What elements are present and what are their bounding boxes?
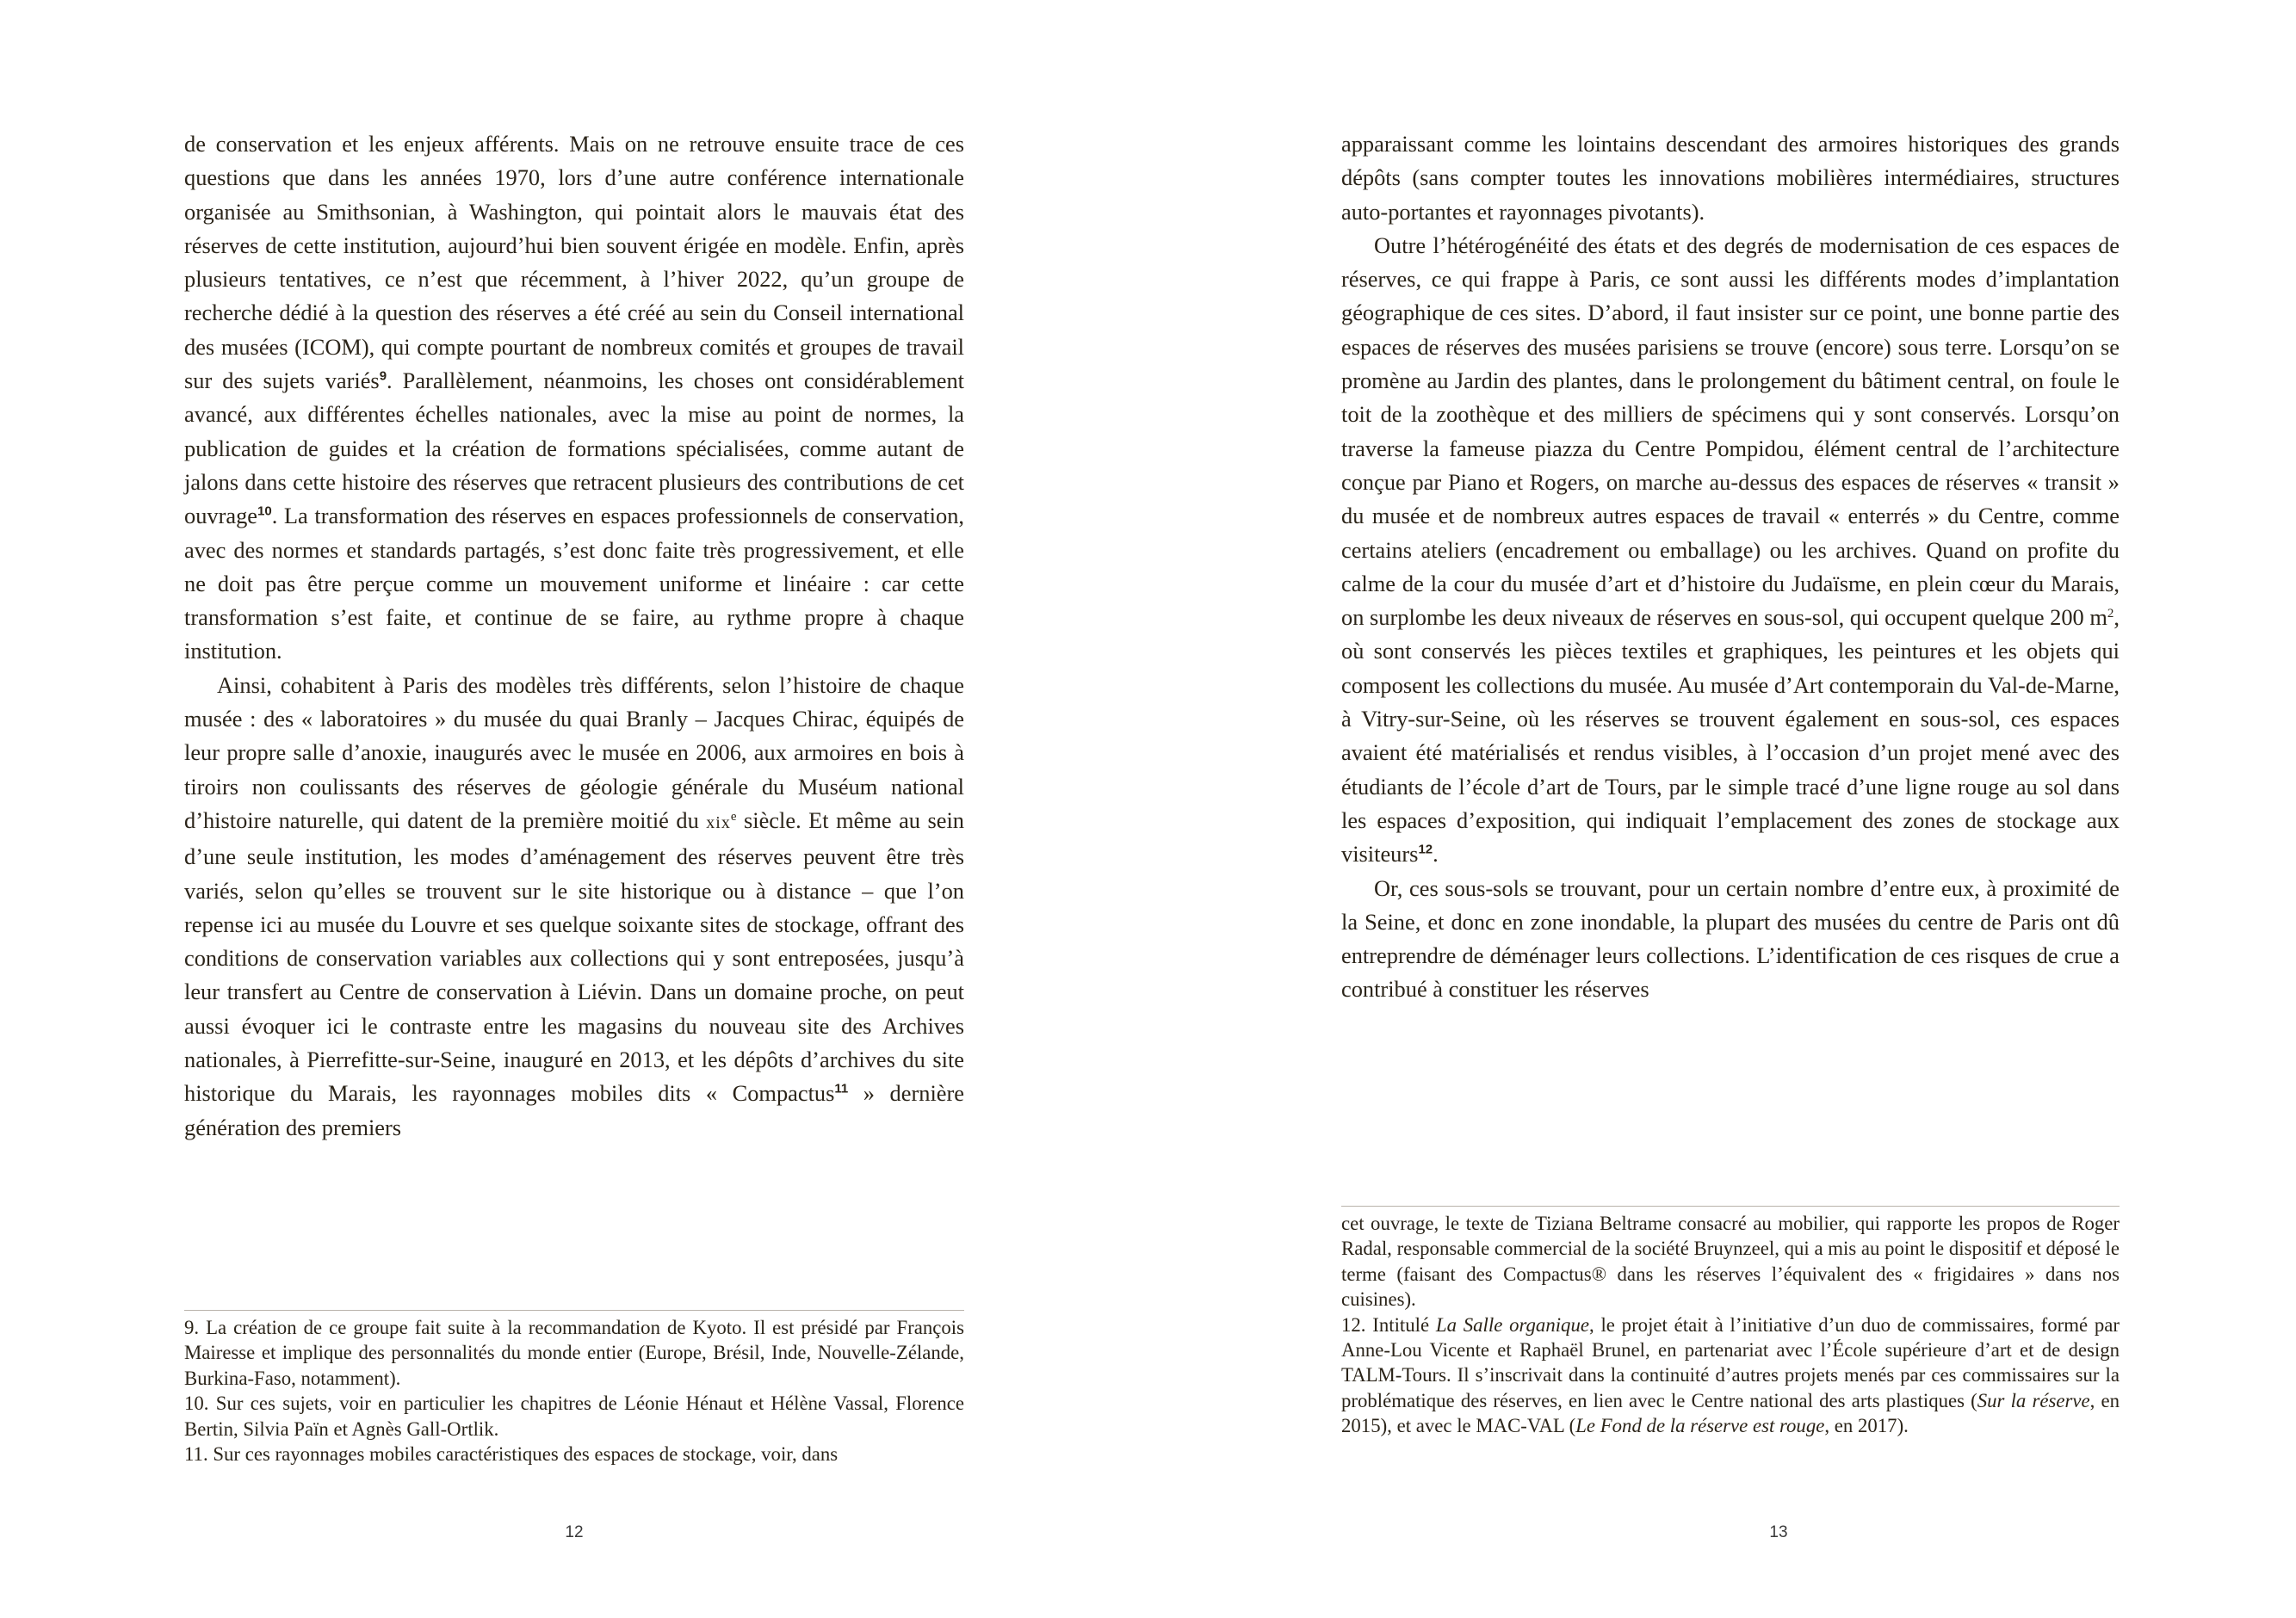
right-page	[1148, 0, 2296, 1618]
footnote-separator	[1341, 1206, 2120, 1207]
footnote-ref-12[interactable]: 12	[1418, 842, 1433, 857]
right-paragraph-1: apparaissant comme les lointains descendant des armoires historiques des grands dépôts (sans compter toutes les innovations mobilières intermédiaires, structures auto-portantes et rayonnages pivotants).	[1341, 131, 2120, 225]
right-paragraph-3: Or, ces sous-sols se trouvant, pour un certain nombre d’entre eux, à proximité de la Seine, et donc en zone inondable, la plupart des musées du centre de Paris ont dû entreprendre de déménager leurs collections. L’identification de ces risques de crue a contribué à constituer les réserves	[1341, 874, 2120, 1003]
footnote-11-continued: cet ouvrage, le texte de Tiziana Beltrame consacré au mobilier, qui rapporte les propos de Roger Radal, responsable commercial de la société Bruynzeel, qui a mis au point le dispositif et déposé le terme (faisant des Compactus® dans les réserves l’équivalent des « frigidaires » dans nos cuisines).	[1341, 1213, 2120, 1311]
footnote-11: 11. Sur ces rayonnages mobiles caractéristiques des espaces de stockage, voir, dans	[184, 1443, 839, 1466]
left-paragraph-2: Ainsi, cohabitent à Paris des modèles très différents, selon l’histoire de chaque musée : des « laboratoires » du musée du quai Branly – Jacques Chirac, équipés de leur propre salle d’anoxie, inaugurés avec le musée en 2006, aux armoires en bois à tiroirs non coulissants des réserves de géologie générale du Muséum national d’histoire naturelle, qui datent de la première moitié du xix$^e$ siècle. Et même au sein d’une seule institution, les modes d’aménagement des réserves peuvent être très variés, selon qu’elles se trouvent sur le site historique ou à distance – que l’on repense ici au musée du Louvre et ses quelque soixante sites de stockage, offrant des conditions de conservation variables aux collections qui y sont entreposées, jusqu’à leur transfert au Centre de conservation à Liévin. Dans un domaine proche, on peut aussi évoquer ici le contraste entre les magasins du nouveau site des Archives nationales, à Pierrefitte-sur-Seine, inauguré en 2013, et les dépôts d’archives du site historique du Marais, les rayonnages mobiles dits « Compactus$^{11}$ » dernière génération des premiers	[184, 671, 964, 1140]
page-number: 13	[1769, 1523, 1788, 1541]
footnote-12: 12. Intitulé La Salle organique, le projet était à l’initiative d’un duo de commissaires, formé par Anne-Lou Vicente et Raphaël Brunel, en partenariat avec l’École supérieure d’art et de design TALM-Tours. Il s’inscrivait dans la continuité d’autres projets menés par ces commissaires sur la problématique des réserves, en lien avec le Centre national des arts plastiques (Sur la réserve, en 2015), et avec le MAC-VAL (Le Fond de la réserve est rouge, en 2017).	[1341, 1313, 2120, 1437]
left-paragraph-1: de conservation et les enjeux afférents. Mais on ne retrouve ensuite trace de ces questions que dans les années 1970, lors d’une autre conférence internationale organisée au Smithsonian, à Washington, qui pointait alors le mauvais état des réserves de cette institution, aujourd’hui bien souvent érigée en modèle. Enfin, après plusieurs tentatives, ce n’est que récemment, à l’hiver 2022, qu’un groupe de recherche dédié à la question des réserves a été créé au sein du Conseil international des musées (ICOM), qui compte pourtant de nombreux comités et groupes de travail sur des sujets variés$^9$. Parallèlement, néanmoins, les choses ont considérablement avancé, aux différentes échelles nationales, avec la mise au point de normes, la publication de guides et la création de formations spécialisées, comme autant de jalons dans cette histoire des réserves que retracent plusieurs des contributions de cet ouvrage$^{10}$. La transformation des réserves en espaces professionnels de conservation, avec des normes et standards partagés, s’est donc faite très progressivement, et elle ne doit pas être perçue comme un mouvement uniforme et linéaire : car cette transformation s’est faite, et continue de se faire, au rythme propre à chaque institution.	[184, 131, 965, 664]
page-number: 12	[565, 1523, 584, 1541]
left-footnotes	[184, 1315, 964, 1467]
right-body-text	[1341, 127, 2120, 1007]
footnote-separator	[184, 1310, 964, 1311]
century-numeral: xix	[706, 812, 731, 832]
footnote-ref-9[interactable]: 9	[379, 368, 387, 384]
footnote-9: 9. La création de ce groupe fait suite à la recommandation de Kyoto. Il est présidé par François Mairesse et implique des personnalités du monde entier (Europe, Brésil, Inde, Nouvelle-Zélande, Burkina-Faso, notamment).	[184, 1317, 964, 1389]
right-footnotes	[1341, 1211, 2120, 1439]
right-paragraph-2: Outre l’hétérogénéité des états et des degrés de modernisation de ces espaces de réserves, ce qui frappe à Paris, ce sont aussi les différents modes d’implantation géographique de ces sites. D’abord, il faut insister sur ce point, une bonne partie des espaces de réserves des musées parisiens se trouve (encore) sous terre. Lorsqu’on se promène au Jardin des plantes, dans le prolongement du bâtiment central, on foule le toit de la zoothèque et des milliers de spécimens qui y sont conservés. Lorsqu’on traverse la fameuse piazza du Centre Pompidou, élément central de l’architecture conçue par Piano et Rogers, on marche au-dessus des espaces de réserves « transit » du musée et de nombreux autres espaces de travail « enterrés » du Centre, comme certains ateliers (encadrement ou emballage) ou les archives. Quand on profite du calme de la cour du musée d’art et d’histoire du Judaïsme, en plein cœur du Marais, on surplombe les deux niveaux de réserves en sous-sol, qui occupent quelque 200 $m^2$, où sont conservés les pièces textiles et graphiques, les peintures et les objets qui composent les collections du musée. Au musée d’Art contemporain du Val-de-Marne, à Vitry-sur-Seine, où les réserves se trouvent également en sous-sol, ces espaces avaient été matérialisés et rendus visibles, à l’occasion d’un projet mené avec des étudiants de l’école d’art de Tours, par le simple tracé d’une ligne rouge au sol dans les espaces d’exposition, qui indiquait l’emplacement des zones de stockage aux visiteurs$^{12}$.	[1341, 232, 2120, 868]
footnote-ref-10[interactable]: 10	[257, 503, 272, 519]
footnote-10: 10. Sur ces sujets, voir en particulier les chapitres de Léonie Hénaut et Hélène Vassal, Florence Bertin, Silvia Païn et Agnès Gall-Ortlik.	[184, 1393, 964, 1440]
footnote-ref-11[interactable]: 11	[834, 1082, 849, 1097]
left-body-text	[184, 127, 964, 1145]
